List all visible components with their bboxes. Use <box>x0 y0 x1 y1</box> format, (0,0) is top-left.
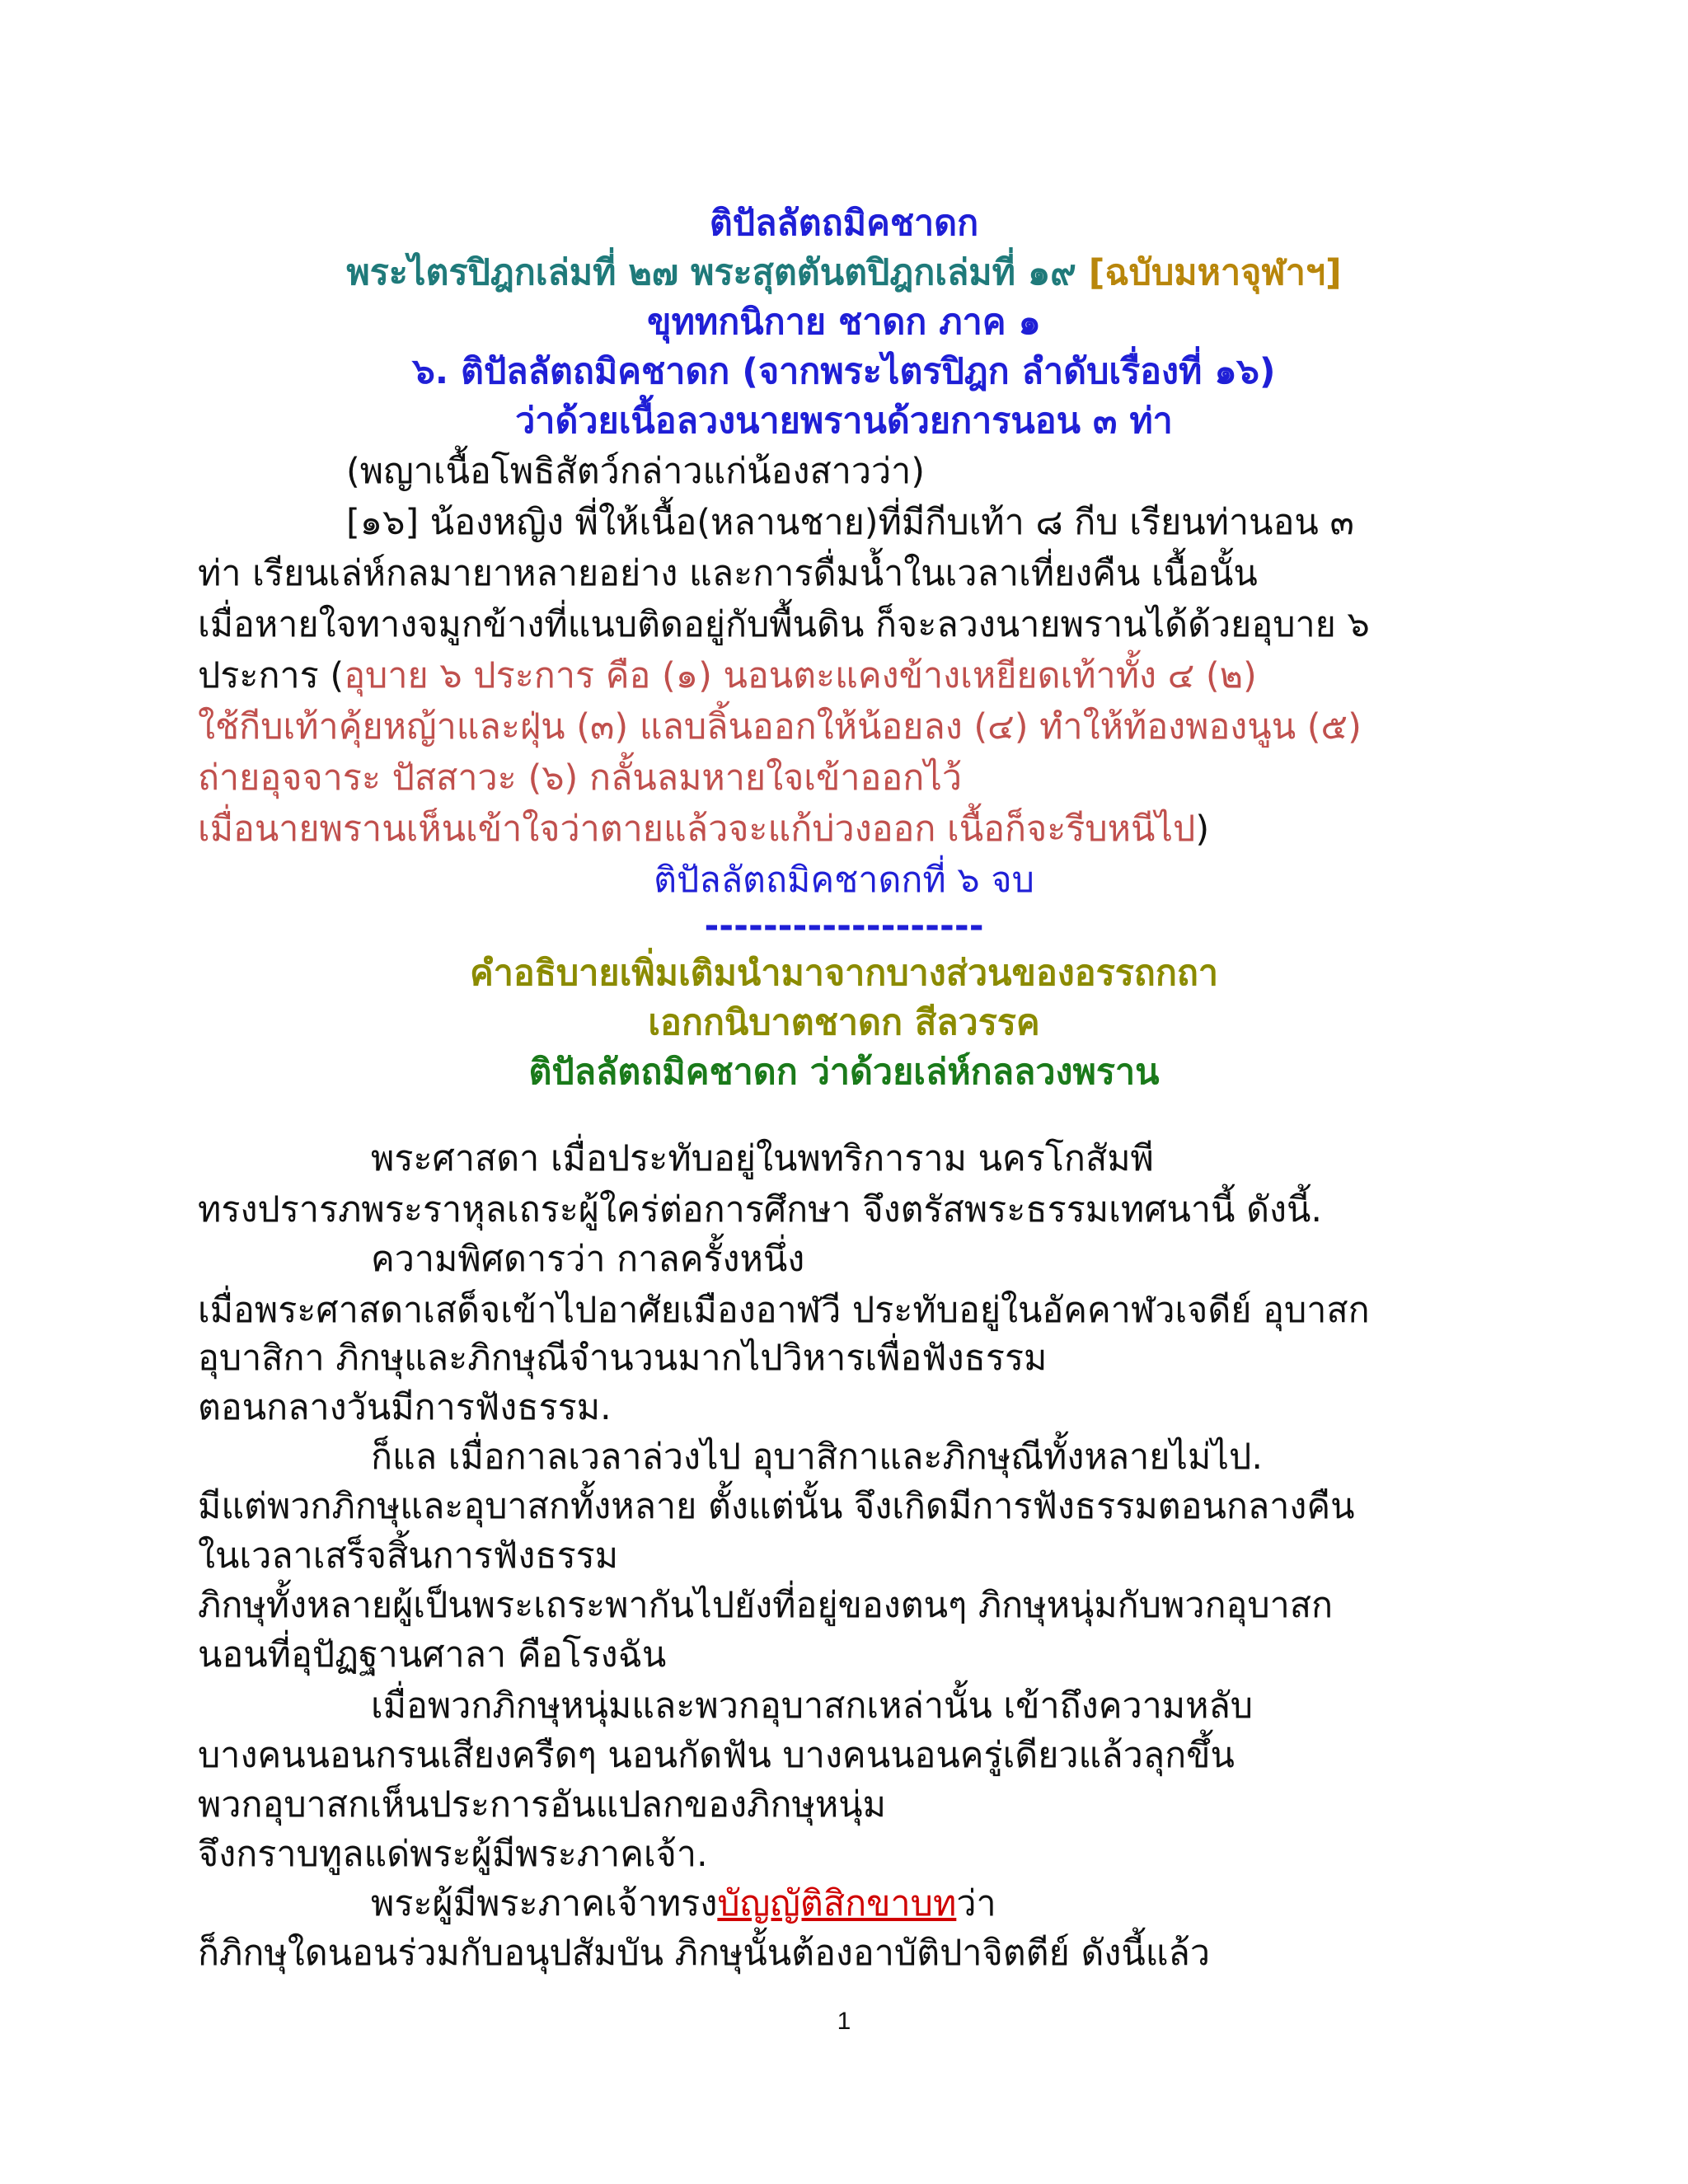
verse-note: เมื่อนายพรานเห็นเข้าใจว่าตายแล้วจะแก้บ่วงออก เนื้อก็จะรีบหนีไป <box>198 808 1196 850</box>
verse-text: ) <box>1195 808 1210 850</box>
source-text: พระไตรปิฎกเล่มที่ ๒๗ พระสุตตันตปิฎกเล่มที่ ๑๙ <box>346 252 1076 293</box>
paragraph-line: ทรงปรารภพระราหุลเถระผู้ใคร่ต่อการศึกษา จึงตรัสพระธรรมเทศนานี้ ดังนี้. <box>198 1189 1323 1230</box>
verse-line: [๑๖] น้องหญิง พี่ให้เนื้อ(หลานชาย)ที่มีกีบเท้า ๘ กีบ เรียนท่านอน ๓ <box>346 502 1354 543</box>
verse-line <box>198 804 1209 855</box>
paragraph-line: พระศาสดา เมื่อประทับอยู่ในพทริการาม นครโกสัมพี <box>371 1138 1154 1179</box>
edition-label: [ฉบับมหาจุฬาฯ] <box>1088 252 1342 293</box>
paragraph-line: นอนที่อุปัฏฐานศาลา คือโรงฉัน <box>198 1634 667 1675</box>
paragraph-line: อุบาสิกา ภิกษุและภิกษุณีจำนวนมากไปวิหารเพื่อฟังธรรม <box>198 1338 1048 1379</box>
chapter-subtitle: ว่าด้วยเนื้อลวงนายพรานด้วยการนอน ๓ ท่า <box>515 401 1173 442</box>
commentary-heading: ติปัลลัตถมิคชาดก ว่าด้วยเล่ห์กลลวงพราน <box>528 1052 1160 1093</box>
verse-line: ท่า เรียนเล่ห์กลมายาหลายอย่าง และการดื่มน้ำในเวลาเที่ยงคืน เนื้อนั้น <box>198 553 1258 594</box>
paragraph-line: ก็แล เมื่อกาลเวลาล่วงไป อุบาสิกาและภิกษุณีทั้งหลายไม่ไป. <box>371 1436 1263 1478</box>
divider: ------------------- <box>704 906 984 947</box>
page-number: 1 <box>837 2008 851 2035</box>
paragraph-text: พระผู้มีพระภาคเจ้าทรง <box>371 1883 718 1924</box>
paragraph-line: มีแต่พวกภิกษุและอุบาสกทั้งหลาย ตั้งแต่นั้น จึงเกิดมีการฟังธรรมตอนกลางคืน <box>198 1486 1355 1527</box>
sikkhapada-link[interactable]: บัญญัติสิกขาบท <box>717 1883 957 1924</box>
document-title: ติปัลลัตถมิคชาดก <box>709 203 979 244</box>
paragraph-line: เมื่อพระศาสดาเสด็จเข้าไปอาศัยเมืองอาฬวี ประทับอยู่ในอัคคาฬวเจดีย์ อุบาสก <box>198 1290 1370 1331</box>
paragraph-line: จึงกราบทูลแด่พระผู้มีพระภาคเจ้า. <box>198 1834 708 1875</box>
paragraph-line: ความพิศดารว่า กาลครั้งหนึ่ง <box>371 1239 805 1280</box>
verse-intro: (พญาเนื้อโพธิสัตว์กล่าวแก่น้องสาวว่า) <box>346 451 926 492</box>
paragraph-line <box>371 1878 996 1929</box>
end-marker: ติปัลลัตถมิคชาดกที่ ๖ จบ <box>654 860 1034 901</box>
verse-text: ประการ ( <box>198 655 345 696</box>
verse-line <box>198 650 1257 701</box>
source-line <box>0 247 1688 298</box>
paragraph-line: ภิกษุทั้งหลายผู้เป็นพระเถระพากันไปยังที่อยู่ของตนๆ ภิกษุหนุ่มกับพวกอุบาสก <box>198 1585 1334 1626</box>
chapter-heading: ๖. ติปัลลัตถมิคชาดก (จากพระไตรปิฎก ลำดับเรื่องที่ ๑๖) <box>412 351 1276 392</box>
verse-note: อุบาย ๖ ประการ คือ (๑) นอนตะแคงข้างเหยียดเท้าทั้ง ๔ (๒) <box>344 655 1257 696</box>
paragraph-line: ก็ภิกษุใดนอนร่วมกับอนุปสัมบัน ภิกษุนั้นต้องอาบัติปาจิตตีย์ ดังนี้แล้ว <box>198 1933 1210 1974</box>
commentary-heading: คำอธิบายเพิ่มเติมนำมาจากบางส่วนของอรรถกถา <box>469 953 1219 994</box>
commentary-heading: เอกกนิบาตชาดก สีลวรรค <box>648 1002 1040 1043</box>
paragraph-text: ว่า <box>956 1883 996 1924</box>
paragraph-line: พวกอุบาสกเห็นประการอันแปลกของภิกษุหนุ่ม <box>198 1784 886 1825</box>
paragraph-line: เมื่อพวกภิกษุหนุ่มและพวกอุบาสกเหล่านั้น เข้าถึงความหลับ <box>371 1685 1254 1727</box>
verse-line: เมื่อหายใจทางจมูกข้างที่แนบติดอยู่กับพื้นดิน ก็จะลวงนายพรานได้ด้วยอุบาย ๖ <box>198 604 1370 645</box>
paragraph-line: ตอนกลางวันมีการฟังธรรม. <box>198 1387 612 1428</box>
verse-note: ใช้กีบเท้าคุ้ยหญ้าและฝุ่น (๓) แลบลิ้นออกให้น้อยลง (๔) ทำให้ท้องพองนูน (๕) <box>198 706 1362 748</box>
verse-note: ถ่ายอุจจาระ ปัสสาวะ (๖) กลั้นลมหายใจเข้าออกไว้ <box>198 757 962 799</box>
section-heading: ขุททกนิกาย ชาดก ภาค ๑ <box>647 302 1041 343</box>
paragraph-line: บางคนนอนกรนเสียงครืดๆ นอนกัดฟัน บางคนนอนครู่เดียวแล้วลุกขึ้น <box>198 1735 1235 1776</box>
paragraph-line: ในเวลาเสร็จสิ้นการฟังธรรม <box>198 1535 619 1577</box>
